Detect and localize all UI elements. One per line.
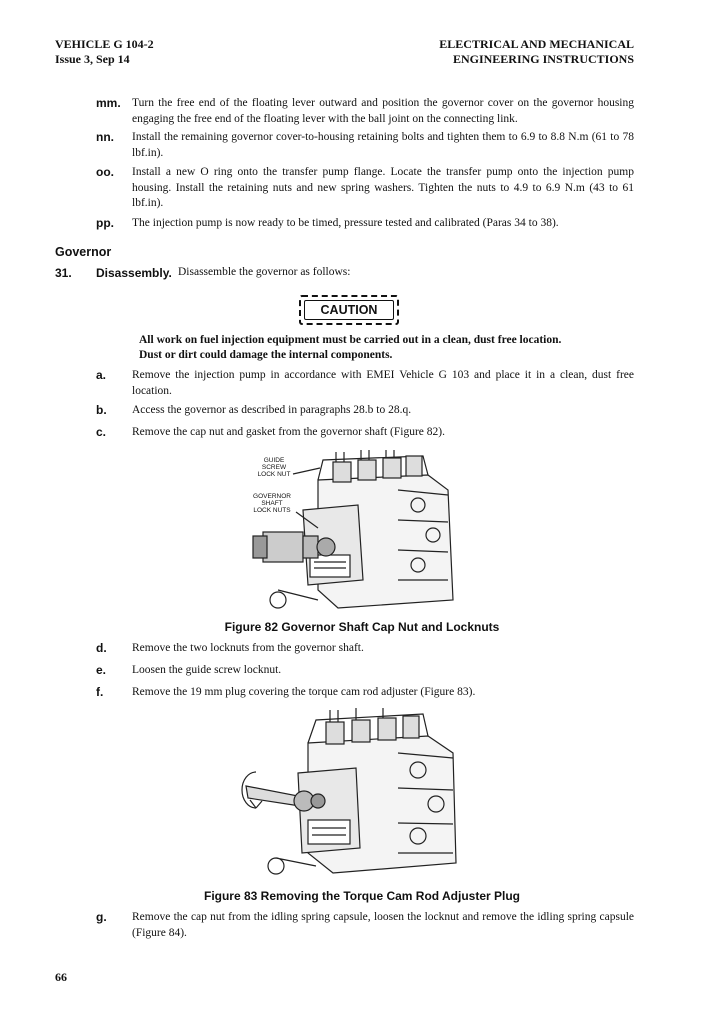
page-number: 66 bbox=[55, 970, 67, 984]
caution-label: CAUTION bbox=[320, 303, 378, 317]
step-text: Remove the two locknuts from the governor shaft. bbox=[132, 642, 364, 654]
figure-83-torque-cam-plug bbox=[238, 708, 468, 878]
document-series-line2: ENGINEERING INSTRUCTIONS bbox=[452, 52, 634, 66]
paragraph-text: Disassemble the governor as follows: bbox=[178, 266, 351, 278]
step-text: Turn the free end of the floating lever outward and position the governor cover on the governor housing engaging the free end of the floating lever with the ball joint on the connecting link. bbox=[132, 97, 634, 125]
step-label: d. bbox=[96, 641, 107, 655]
paragraph-title: Disassembly. bbox=[96, 266, 172, 280]
step-label: oo. bbox=[96, 165, 114, 179]
figure-82-caption: Figure 82 Governor Shaft Cap Nut and Locknuts bbox=[224, 620, 500, 634]
step-text: Loosen the guide screw locknut. bbox=[132, 664, 282, 676]
step-label: a. bbox=[96, 368, 107, 382]
step-label: mm. bbox=[96, 96, 121, 110]
step-label: nn. bbox=[96, 130, 114, 144]
label-guide-screw-line1: GUIDE bbox=[263, 457, 285, 464]
step-label: g. bbox=[96, 910, 107, 924]
label-governor-shaft-line1: GOVERNOR bbox=[253, 493, 291, 500]
step-text: Install the remaining governor cover-to-housing retaining bolts and tighten them to 6.9 to 8.8 N.m (61 to 78 lbf.in). bbox=[132, 131, 634, 159]
step-label: c. bbox=[96, 425, 107, 439]
step-text: Install a new O ring onto the transfer pump flange. Locate the transfer pump onto the injection pump housing. Install the retaining nuts and new spring washers. Tighten the nuts to 4.9 to 6.9 N.m (43 to 61 lbf.in). bbox=[132, 166, 634, 209]
issue-date: Issue 3, Sep 14 bbox=[55, 52, 130, 66]
step-text: Remove the injection pump in accordance with EMEI Vehicle G 103 and place it in a clean, dust free location. bbox=[132, 369, 634, 397]
section-heading-governor: Governor bbox=[55, 245, 112, 259]
vehicle-title: VEHICLE G 104-2 bbox=[55, 37, 154, 51]
header-right bbox=[439, 37, 634, 67]
caution-box bbox=[299, 295, 399, 325]
header-left bbox=[55, 37, 154, 67]
step-text: Remove the cap nut from the idling spring capsule, loosen the locknut and remove the idling spring capsule (Figure 84). bbox=[132, 911, 634, 939]
caution-text: All work on fuel injection equipment must be carried out in a clean, dust free location. Dust or dirt could damage the internal components. bbox=[139, 334, 562, 361]
step-label: e. bbox=[96, 663, 107, 677]
step-label: pp. bbox=[96, 216, 114, 230]
step-text: Remove the cap nut and gasket from the governor shaft (Figure 82). bbox=[132, 426, 445, 438]
step-text: The injection pump is now ready to be timed, pressure tested and calibrated (Paras 34 to 38). bbox=[132, 217, 559, 229]
label-governor-shaft-line3: LOCK NUTS bbox=[253, 507, 291, 514]
label-governor-shaft-line2: SHAFT bbox=[261, 500, 283, 507]
label-guide-screw-line3: LOCK NUT bbox=[257, 471, 291, 478]
figure-82-governor-shaft bbox=[248, 450, 458, 613]
step-text: Remove the 19 mm plug covering the torque cam rod adjuster (Figure 83). bbox=[132, 686, 476, 698]
step-text: Access the governor as described in paragraphs 28.b to 28.q. bbox=[132, 404, 412, 416]
step-label: b. bbox=[96, 403, 107, 417]
figure-83-caption: Figure 83 Removing the Torque Cam Rod Adjuster Plug bbox=[203, 889, 521, 903]
document-series-line1: ELECTRICAL AND MECHANICAL bbox=[439, 37, 634, 51]
paragraph-number: 31. bbox=[55, 266, 72, 280]
step-label: f. bbox=[96, 685, 104, 699]
label-guide-screw-line2: SCREW bbox=[261, 464, 287, 471]
